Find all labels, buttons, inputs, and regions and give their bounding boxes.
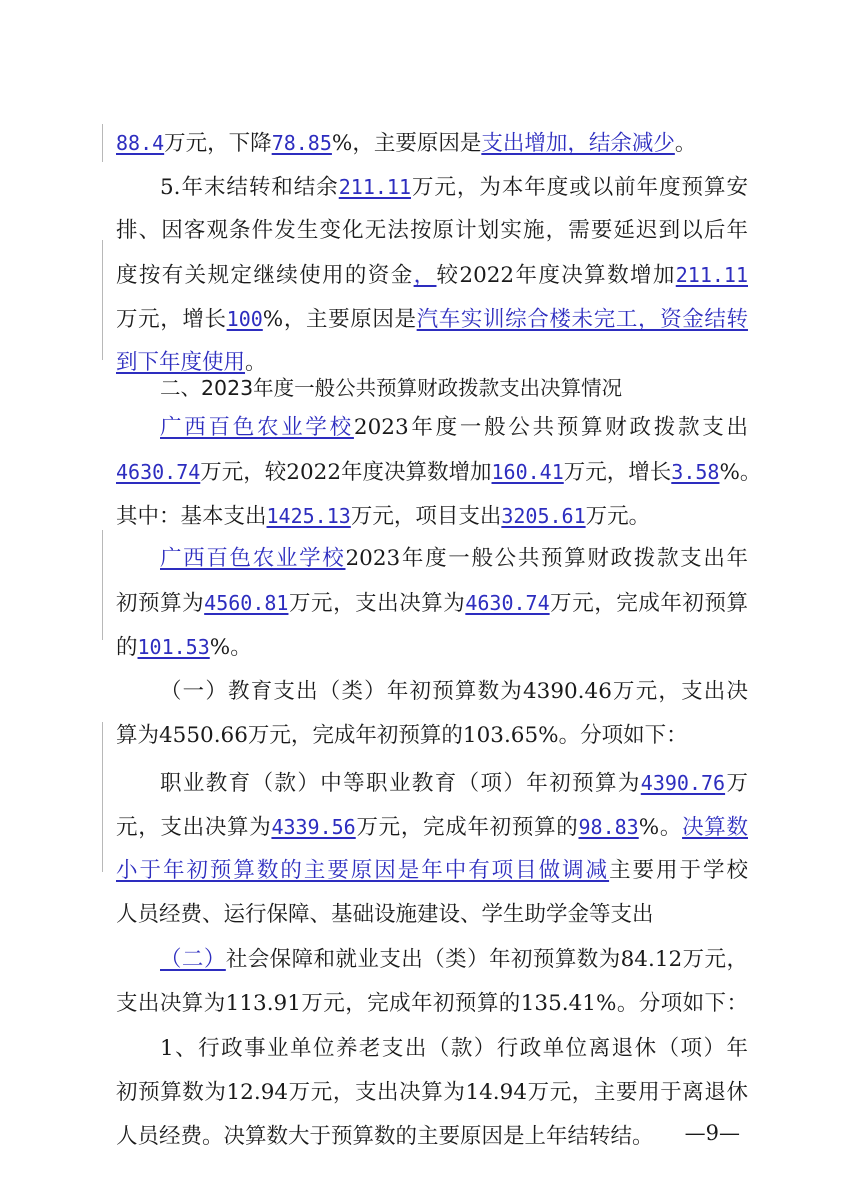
hyperlink-text[interactable]: 1425.13: [266, 504, 351, 528]
text-segment: 万元，项目支出: [350, 504, 502, 529]
hyperlink-text[interactable]: （二）: [160, 947, 226, 972]
text-segment: 万: [725, 771, 748, 796]
hyperlink-text[interactable]: ，: [413, 263, 437, 288]
text-segment: 初预算数为12.94万元，支出决算为14.94万元，主要用于离退休: [116, 1080, 748, 1105]
text-line: [116, 211, 748, 251]
text-line: [116, 496, 748, 536]
text-segment: 人员经费、运行保障、基础设施建设、学生助学金等支出: [116, 902, 654, 927]
text-line: [116, 716, 748, 756]
page-number: —9—: [684, 1121, 740, 1145]
text-line: [116, 583, 748, 623]
text-line: [160, 539, 748, 579]
text-segment: 万元，增长: [116, 307, 227, 332]
hyperlink-text[interactable]: 98.83: [578, 815, 639, 839]
text-segment: 初预算为: [116, 591, 205, 616]
text-segment: 。: [674, 131, 697, 156]
hyperlink-text[interactable]: 211.11: [338, 175, 411, 199]
text-line: [160, 763, 748, 803]
text-segment: 万元，下降: [164, 131, 272, 156]
text-line: [116, 452, 762, 492]
text-line: [116, 807, 748, 847]
text-line: [116, 895, 748, 935]
text-segment: 2023年度一般公共预算财政拨款支出: [353, 415, 748, 440]
text-line: [116, 1073, 748, 1113]
text-line: [116, 255, 748, 295]
text-line: [116, 984, 748, 1024]
text-segment: （一）教育支出（类）年初预算数为4390.46万元，支出决: [160, 679, 748, 704]
hyperlink-text[interactable]: 160.41: [491, 460, 564, 484]
text-segment: 1、行政事业单位养老支出（款）行政单位离退休（项）年: [160, 1036, 748, 1061]
text-segment: 万元，增长: [563, 460, 672, 485]
text-segment: 较2022年度决算数增加: [436, 263, 676, 288]
text-segment: 万元，支出决算为: [288, 591, 466, 616]
text-segment: 万元。: [585, 504, 651, 529]
revision-mark: [102, 124, 103, 162]
text-segment: 支出决算为113.91万元，完成年初预算的135.41%。分项如下：: [116, 991, 748, 1016]
section-heading: [160, 368, 748, 408]
text-segment: 万元，完成年初预算的: [355, 815, 579, 840]
text-line: [160, 408, 748, 448]
text-line: [116, 627, 748, 667]
text-segment: %，主要原因是: [331, 131, 482, 156]
text-segment: 度按有关规定继续使用的资金: [116, 263, 414, 288]
text-segment: 职业教育（款）中等职业教育（项）年初预算为: [160, 771, 641, 796]
text-segment: 排、因客观条件发生变化无法按原计划实施，需要延迟到以后年: [116, 218, 748, 243]
hyperlink-text[interactable]: 广西百色农业学校: [160, 546, 346, 571]
revision-mark: [102, 722, 103, 872]
hyperlink-text[interactable]: 到下年度使用: [116, 350, 246, 375]
hyperlink-text[interactable]: 88.4: [116, 131, 165, 155]
text-segment: 算为4550.66万元，完成年初预算的103.65%。分项如下：: [116, 723, 688, 748]
hyperlink-text[interactable]: 100: [226, 307, 263, 331]
text-segment: %。: [719, 460, 762, 485]
text-segment: 万元，较2022年度决算数增加: [200, 460, 492, 485]
text-line: [160, 1029, 748, 1069]
text-line: [160, 940, 748, 980]
text-segment: 人员经费。决算数大于预算数的主要原因是上年结转结。: [116, 1124, 654, 1149]
text-segment: %。: [209, 635, 252, 660]
text-segment: 二、2023年度一般公共预算财政拨款支出决算情况: [160, 376, 623, 400]
text-line: [116, 123, 748, 163]
text-segment: 。: [245, 350, 267, 375]
text-line: [116, 1117, 748, 1157]
hyperlink-text[interactable]: 78.85: [271, 131, 332, 155]
text-line: [116, 851, 748, 891]
hyperlink-text[interactable]: 3205.61: [501, 504, 586, 528]
text-line: [160, 167, 748, 207]
text-segment: 万元，完成年初预算: [549, 591, 748, 616]
text-segment: %，主要原因是: [262, 307, 417, 332]
hyperlink-text[interactable]: 支出增加，结余减少: [481, 131, 675, 156]
text-segment: 元，支出决算为: [116, 815, 272, 840]
text-line: [116, 299, 748, 339]
hyperlink-text[interactable]: 小于年初预算数的主要原因是年中有项目做调减: [116, 858, 610, 883]
hyperlink-text[interactable]: 4339.56: [271, 815, 356, 839]
text-segment: 2023年度一般公共预算财政拨款支出年: [345, 546, 748, 571]
hyperlink-text[interactable]: 决算数: [682, 815, 748, 840]
hyperlink-text[interactable]: 广西百色农业学校: [160, 415, 354, 440]
hyperlink-text[interactable]: 4390.76: [640, 771, 726, 795]
text-segment: %。: [638, 815, 683, 840]
text-segment: 主要用于学校: [609, 858, 748, 883]
hyperlink-text[interactable]: 4630.74: [116, 460, 201, 484]
text-segment: 的: [116, 635, 138, 660]
hyperlink-text[interactable]: 汽车实训综合楼未完工，资金结转: [416, 307, 748, 332]
hyperlink-text[interactable]: 101.53: [137, 635, 210, 659]
text-segment: 万元，为本年度或以前年度预算安: [411, 175, 748, 200]
text-segment: 5.年末结转和结余: [160, 175, 339, 200]
revision-mark: [102, 530, 103, 640]
hyperlink-text[interactable]: 211.11: [675, 263, 748, 287]
text-segment: 社会保障和就业支出（类）年初预算数为84.12万元，: [225, 947, 748, 972]
text-segment: 其中：基本支出: [116, 504, 267, 529]
text-line: [160, 672, 748, 712]
hyperlink-text[interactable]: 4630.74: [465, 591, 550, 615]
revision-mark: [102, 240, 103, 360]
hyperlink-text[interactable]: 4560.81: [204, 591, 289, 615]
hyperlink-text[interactable]: 3.58: [671, 460, 720, 484]
